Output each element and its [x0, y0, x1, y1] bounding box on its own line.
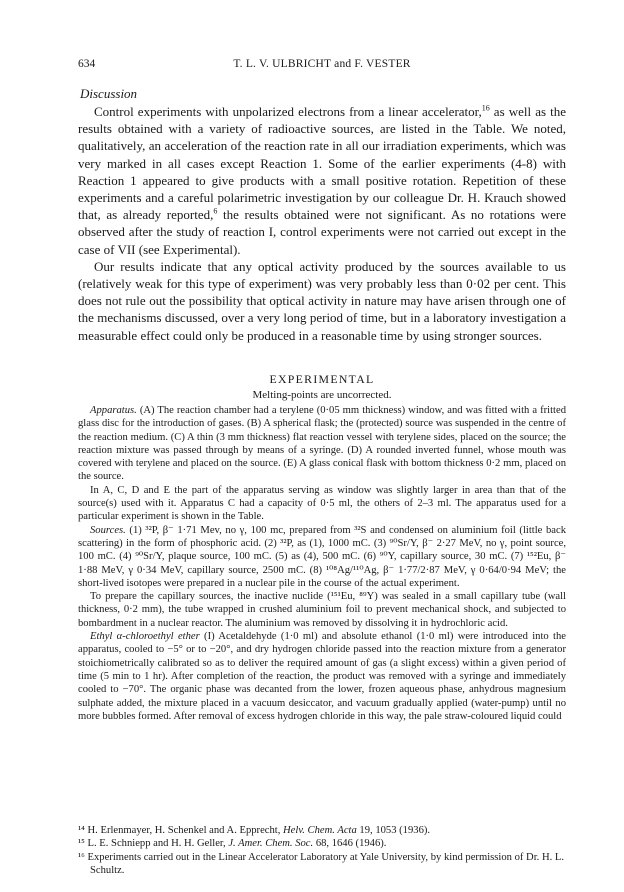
- sources-paragraph: [78, 524, 566, 590]
- footnote-text: Experiments carried out in the Linear Accelerator Laboratory at Yale University, by kind permission of Dr. H. L. Schultz.: [84, 851, 565, 876]
- footnote-mark: ¹⁴: [78, 825, 85, 836]
- footnote-citation: 19, 1053 (1936).: [356, 825, 431, 836]
- discussion-paragraph-2: Our results indicate that any optical activity produced by the sources available to us (relatively weak for this type of experiment) was very probably less than 0·02 per cent. This does not rule out the possibility that optical activity in nature may have arisen through one of the mechanisms discussed, over a very long period of time, but in a laboratory investigation a measurable effect could only be produced in a reasonable time by using stronger sources.: [78, 258, 566, 343]
- footnote-mark: ¹⁶: [78, 851, 85, 863]
- discussion-body: [78, 103, 566, 344]
- apparatus-label: Apparatus.: [90, 405, 137, 416]
- ether-paragraph: [78, 630, 566, 723]
- footnote-citation: 68, 1646 (1946).: [313, 838, 387, 850]
- footnote-16: [78, 851, 566, 878]
- sources-label: Sources.: [90, 524, 126, 536]
- apparatus-paragraph: [78, 404, 566, 484]
- apparatus-text: (A) The reaction chamber had a terylene (0·05 mm thickness) window, and was fitted with a fritted glass disc for the introduction of gases. (B) A spherical flask; the (protected) source was suspended in the centre of the reaction medium. (C) A thin (3 mm thickness) flat reaction vessel with terylene sides, placed on the source; the reaction mixture was passed through by means of a syringe. (D) A rounded inverted funnel, whose mouth was covered with terylene and placed on the source. (E) A glass conical flask with bottom thickness 0·2 mm, placed on the source.: [78, 405, 566, 483]
- footnote-journal: Helv. Chem. Acta: [283, 825, 357, 836]
- discussion-paragraph-1: [78, 103, 566, 258]
- p1-part-c: the results obtained were not significant. As no rotations were observed after the study of reaction I, control experiments were not carried out except in the case of VII (see Experimental).: [78, 207, 566, 257]
- sources-text: (1) ³²P, β⁻ 1·71 Mev, no γ, 100 mc, prepared from ³²S and condensed on aluminium foil (little back scattering) in the form of phosphoric acid. (2) ³²P, as (1), 1000 mC. (3) ⁹⁰Sr/Y, β⁻ 2·27 MeV, no γ, point source, 100 mC. (4) ⁹⁰Sr/Y, plaque source, 100 mC. (5) as (4), 500 mC. (6) ⁹⁰Y, capillary source, 30 mC. (7) ¹⁵²Eu, β⁻ 1·88 MeV, γ 0·34 MeV, capillary source, 2500 mC. (8) ¹⁰⁸Ag/¹¹⁰Ag, β⁻ 1·77/2·87 MeV, γ 0·64/0·94 MeV; the short-lived isotopes were prepared in a nuclear pile in the course of the actual experiment.: [78, 524, 566, 589]
- running-authors: T. L. V. ULBRICHT and F. VESTER: [233, 58, 411, 70]
- experimental-body: [78, 404, 566, 723]
- footnote-journal: J. Amer. Chem. Soc.: [228, 838, 314, 850]
- footnotes: [78, 824, 566, 877]
- footnote-mark: ¹⁵: [78, 838, 85, 850]
- footnote-text: H. Erlenmayer, H. Schenkel and A. Epprecht,: [84, 825, 284, 836]
- p1-part-a: Control experiments with unpolarized electrons from a linear accelerator,: [94, 104, 482, 119]
- ether-label: Ethyl α-chloroethyl ether: [90, 631, 200, 643]
- page-number: 634: [78, 58, 96, 70]
- ether-text: (I) Acetaldehyde (1·0 ml) and absolute ethanol (1·0 ml) were introduced into the apparatus, cooled to −5° or to −20°, and dry hydrogen chloride passed into the reaction mixture from a generator stoichiometrically calibrated so as to deliver the required amount of gas (a slight excess) within a given period of time (5 min to 1 hr). After completion of the reaction, the product was removed with a syringe and immediately cooled to −70°. The organic phase was decanted from the lower, frozen aqueous phase, anhydrous magnesium sulphate added, the mixture placed in a vacuum desiccator, and vacuum gradually applied (water-pump) until no more bubbles formed. After removal of excess hydrogen chloride in this way, the pale straw-coloured liquid could: [78, 631, 566, 722]
- experimental-subheading: Melting-points are uncorrected.: [252, 389, 392, 401]
- running-header: [78, 58, 566, 74]
- footnote-14: [78, 824, 566, 837]
- ref-16: 16: [481, 103, 490, 113]
- footnote-text: L. E. Schniepp and H. H. Geller,: [84, 838, 229, 850]
- ref-6: 6: [213, 206, 218, 216]
- experimental-heading: EXPERIMENTAL: [269, 372, 375, 386]
- capillary-paragraph: To prepare the capillary sources, the inactive nuclide (¹⁵¹Eu, ⁸⁹Y) was sealed in a small capillary tube (wall thickness, 0·2 mm), the tube wrapped in crushed aluminium foil to prevent mechanical shock, and subjected to bombardment in a nuclear reactor. The aluminium was removed by dissolving it in hydrochloric acid.: [78, 591, 566, 629]
- footnote-15: [78, 837, 566, 850]
- window-paragraph: In A, C, D and E the part of the apparatus serving as window was slightly larger in area than that of the source(s) used with it. Apparatus C had a capacity of 0·5 ml, the others of 2–3 ml. The apparatus used for a particular experiment is shown in the Table.: [78, 484, 566, 523]
- p1-part-b: as well as the results obtained with a variety of radioactive sources, are listed in the Table. We noted, qualitatively, an acceleration of the reaction rate in all our irradiation experiments, which was very marked in all cases except Reaction 1. Some of the earlier experiments (4-8) with Reaction 1 appeared to give products with a small positive rotation. Repetition of these experiments and a careful polarimetric investigation by our colleague Dr. H. Krauch showed that, as already reported,: [78, 104, 566, 223]
- discussion-heading: Discussion: [80, 86, 138, 101]
